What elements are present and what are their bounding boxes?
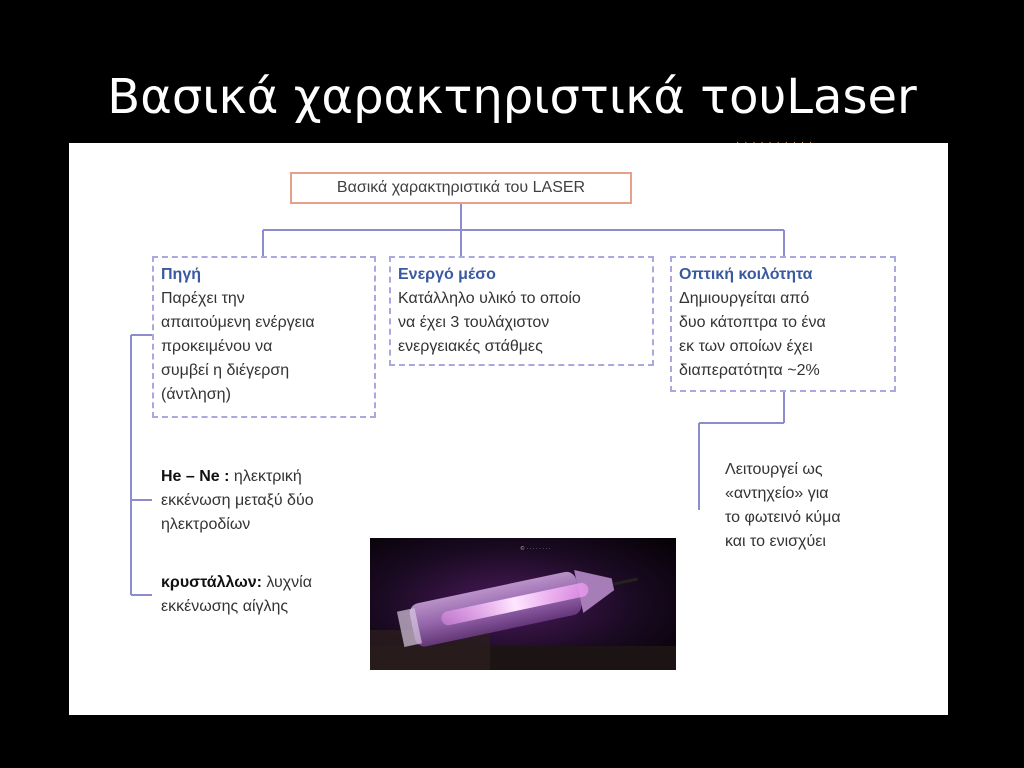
root-node: Βασικά χαρακτηριστικά του LASER bbox=[290, 172, 632, 204]
branch-optical-cavity-text: Δημιουργείται από δυο κάτοπτρα το ένα εκ των οποίων έχει διαπερατότητα ~2% bbox=[679, 290, 826, 379]
source-example-crystal-text: λυχνία εκκένωσης αίγλης bbox=[161, 574, 312, 615]
source-example-he-ne-text: ηλεκτρική εκκένωση μεταξύ δύο ηλεκτροδίων bbox=[161, 468, 314, 533]
branch-active-medium bbox=[389, 256, 654, 366]
source-example-he-ne-label: He – Ne : bbox=[161, 468, 230, 485]
source-example-crystal-label: κρυστάλλων: bbox=[161, 574, 262, 591]
branch-source bbox=[152, 256, 376, 418]
laser-tube-image bbox=[370, 538, 676, 670]
branch-optical-cavity bbox=[670, 256, 896, 392]
watermark-fragment: · · · · · · · · · · bbox=[736, 137, 814, 148]
branch-source-heading: Πηγή bbox=[161, 266, 201, 283]
cavity-note: Λειτουργεί ως «αντηχείο» για το φωτεινό κύμα και το ενισχύει bbox=[725, 461, 841, 550]
branch-active-medium-heading: Ενεργό μέσο bbox=[398, 266, 496, 283]
diagram-panel bbox=[69, 137, 948, 715]
source-example-crystal bbox=[161, 571, 371, 619]
branch-source-text: Παρέχει την απαιτούμενη ενέργεια προκειμένου να συμβεί η διέγερση (άντληση) bbox=[161, 290, 315, 403]
slide-title: Βασικά χαρακτηριστικά τουLaser bbox=[107, 69, 917, 125]
source-example-he-ne bbox=[161, 465, 371, 537]
branch-optical-cavity-heading: Οπτική κοιλότητα bbox=[679, 266, 813, 283]
svg-text:© · · · · · · · ·: © · · · · · · · · bbox=[520, 546, 551, 552]
branch-active-medium-text: Κατάλληλο υλικό το οποίο να έχει 3 τουλάχιστον ενεργειακές στάθμες bbox=[398, 290, 581, 355]
